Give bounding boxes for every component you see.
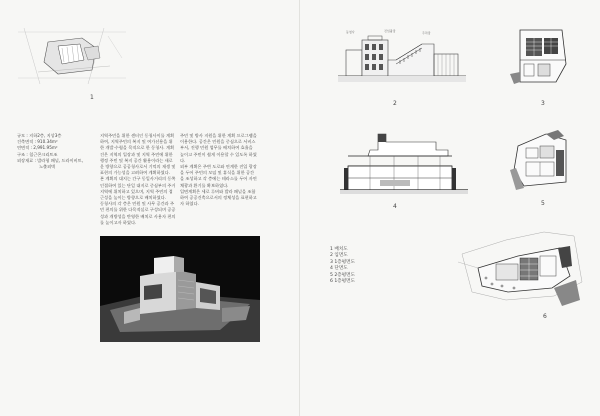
ground-plan-figure [458,226,586,312]
body-text-column-2: 주민 및 방사 지원을 위한 계획 프로그램을 이용한다. 공간은 민원을 중심으로 서비스 부서, 진행 민원 업무를 배치하여 효율을 높이고 주민이 쉽게 이용할 수 있도록 하였다. 외부 계획은 주변 도로와 연계한 진입 광장을 두어 주민의 모임 및 휴식을 위한 공간을 조성하고 각 층에는 테라스를 두어 자연 채광과 환기를 확보하였다. 입면계획은 세로 루버와 발라 패널을 조합하여 공공건축으로서의 정체성을 표현하고자 하였다. [180,133,257,207]
figure-number-1: 1 [90,94,94,101]
ground-plan-drawing [458,226,586,312]
info-finish: 외장재료 : 발라형 패널, 드라이비트, [17,157,84,163]
plan-drawing-middle [506,126,578,198]
info-finish-cont: 노출외벽 [39,164,56,170]
figure-number-2: 2 [393,100,397,107]
info-structure: 구조 : 철근콘크리트조 [17,151,58,157]
elevation-tag-3: 주차장 [422,31,431,35]
figure-number-4: 4 [393,203,397,210]
legend-item-2: 2 입면도 [330,253,348,259]
section-drawing [340,128,468,200]
body-text-column-1: 지역주민을 위한 센터인 동청사이를 계획하여, 지역주민의 복지 및 여가선용을 위한 개발·수렴을 목적으로 한 동청사. 계획건은 지역의 입장과 및 지역 주민에 위한 행정 주민 및 복지 공간 활용이라는 새로운 방향으로 공공청사로서 기억의 재생 및 표현의 가능성을 고려하여 계획하였다. 본 계획의 대지는 간구 동일사거리의 동쪽 인접하여 있는 단일 대지로 중심부의 주거지역에 위치하고 있으며, 지역 주민의 접근성을 높이는 방향으로 배치하였다. 동청사의 각 층은 민원 및 사무 공간과 주민 편의를 위한 다목적실로 구성되며 공공성과 개방성을 반영한 배치로 사용자 편의를 높이고자 하였다. [100,133,176,225]
elevation-figure [338,26,466,92]
model-photo-image [100,236,260,342]
elevation-tag-1: 동청사 [346,30,355,34]
legend-item-3: 3 1층평면도 [330,259,356,265]
info-building-area: 건축면적 : 910.34m² [17,139,58,145]
legend-item-4: 4 단면도 [330,266,348,272]
page-spine [299,0,300,416]
project-info [17,133,97,170]
figure-number-5: 5 [541,200,545,207]
figure-number-6: 6 [543,313,547,320]
legend-item-1: 1 배치도 [330,247,348,252]
figure-number-3: 3 [541,100,545,107]
plan-figure-middle [506,126,578,198]
section-figure [340,128,468,200]
elevation-drawing [338,26,466,92]
elevation-tag-2: 진입광장 [384,29,396,33]
legend-item-6: 6 1층평면도 [330,279,356,285]
site-plan-figure [18,28,126,84]
info-floor-area: 연면적 : 2,991.95m² [17,145,58,151]
plan-drawing-top [510,24,576,90]
figure-legend [330,247,400,285]
plan-figure-top [510,24,576,90]
info-scale: 규모 : 지하2층, 지상3층 [17,133,62,138]
model-photo [100,236,260,342]
site-plan-drawing [18,28,126,84]
legend-item-5: 5 2층평면도 [330,272,356,278]
